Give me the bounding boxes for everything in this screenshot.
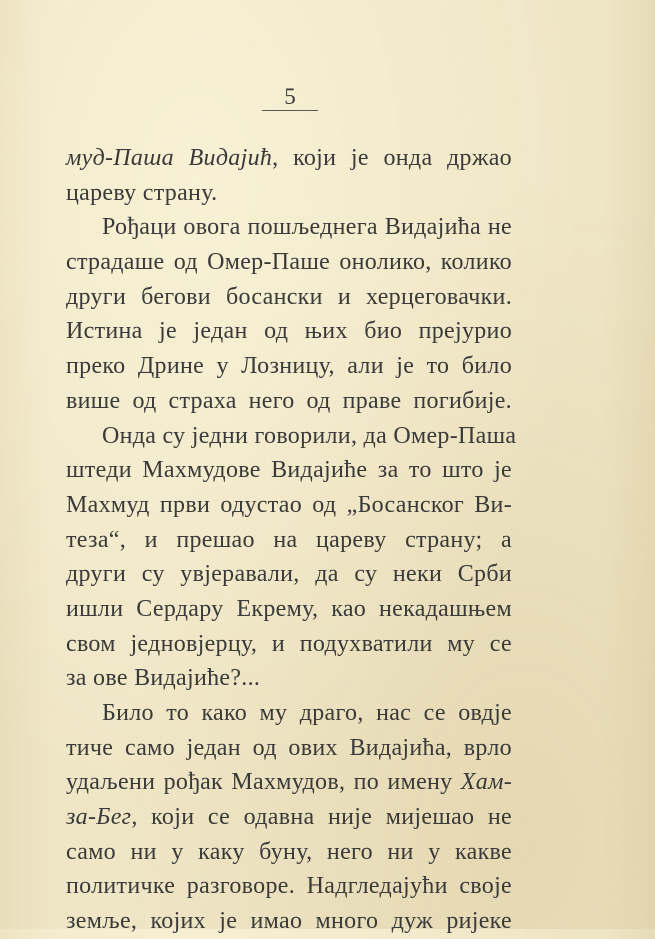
page-number-rule xyxy=(262,110,318,111)
paragraph-first-line xyxy=(66,210,512,245)
text-line xyxy=(66,280,512,315)
text-run: за ове Видајиће?... xyxy=(66,665,261,692)
text-run: тиче само један од ових Видајића, врло xyxy=(66,734,512,761)
text-run: ишли Сердару Екрему, као некадашњем xyxy=(66,595,512,622)
text-run: цареву страну. xyxy=(66,179,218,206)
text-line xyxy=(66,869,512,904)
text-line xyxy=(66,835,512,870)
text-line xyxy=(66,488,512,523)
text-run: Било то како му драго, нас се овдје xyxy=(102,700,512,726)
text-run: преко Дрине у Лозницу, али је то било xyxy=(66,353,512,380)
text-run: други бегови босански и херцеговачки. xyxy=(66,283,512,310)
text-line xyxy=(66,627,512,662)
text-run: Онда су једни говорили, да Омер-Паша xyxy=(102,422,517,449)
text-run: , који је онда држао xyxy=(272,145,512,171)
text-run: свом једновјерцу, и подухватили му се xyxy=(66,630,512,657)
text-run: страдаше од Омер-Паше онолико, колико xyxy=(66,249,512,276)
text-line xyxy=(66,176,512,211)
text-run: само ни у каку буну, него ни у какве xyxy=(66,838,512,865)
text-run: удаљени рођак Махмудов, по имену xyxy=(66,769,461,796)
text-line xyxy=(66,245,512,280)
text-run: политичке разговоре. Надгледајући своје xyxy=(66,873,512,900)
text-line xyxy=(66,349,512,384)
name-italic: Хам- xyxy=(460,769,512,796)
text-line xyxy=(66,800,512,835)
text-line xyxy=(66,661,512,696)
text-line xyxy=(66,141,512,176)
body-text xyxy=(66,141,517,939)
text-line xyxy=(66,453,512,488)
text-run: , који се одавна није мијешао не xyxy=(131,804,512,831)
text-run: више од страха него од праве погибије. xyxy=(66,387,512,414)
text-run: теза“, и прешао на цареву страну; а xyxy=(66,526,512,553)
text-run: земље, којих је имао много дуж ријеке xyxy=(66,908,512,935)
text-line xyxy=(66,314,512,349)
text-run: Рођаци овога пошљеднега Видајића не xyxy=(102,214,512,241)
text-line xyxy=(66,557,512,592)
text-run: штеди Махмудове Видајиће за то што је xyxy=(66,457,512,484)
text-run: други су увјеравали, да су неки Срби xyxy=(66,561,512,588)
paragraph-first-line xyxy=(66,419,517,454)
text-line xyxy=(66,765,512,800)
paragraph-first-line xyxy=(66,696,512,731)
text-line xyxy=(66,592,512,627)
text-line xyxy=(66,384,512,419)
text-line xyxy=(66,904,512,939)
name-italic: за-Бег xyxy=(66,804,132,831)
text-line xyxy=(66,731,512,766)
name-italic: мyд-Паша Видајић xyxy=(66,145,273,171)
page-number: 5 xyxy=(284,84,296,109)
text-run: Истина је један од њих био прејурио xyxy=(66,318,512,345)
text-run: Махмуд први одустао од „Босанског Ви- xyxy=(66,491,512,518)
text-line xyxy=(66,523,512,558)
